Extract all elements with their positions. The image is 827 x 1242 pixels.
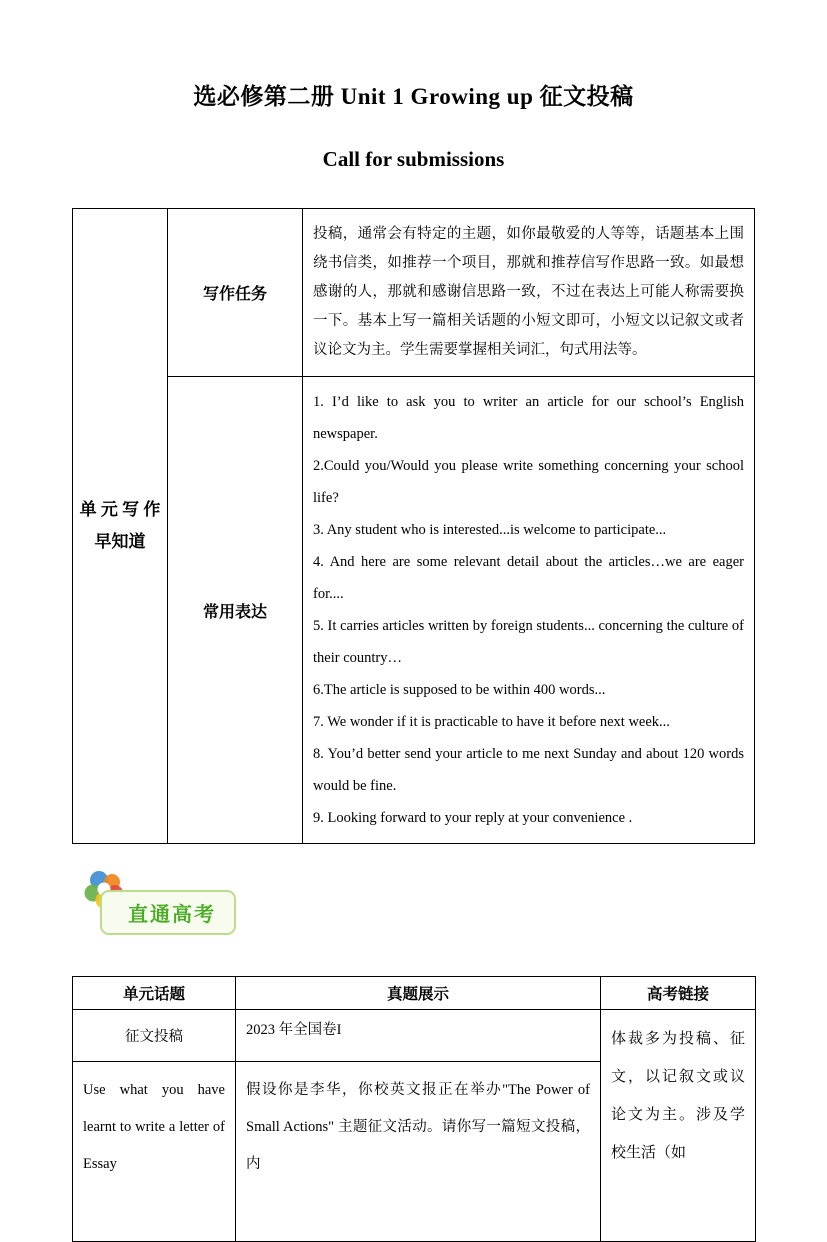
expression-item: 9. Looking forward to your reply at your convenience . [313,810,633,826]
unit-writing-table [72,208,755,844]
header-gaokao-link: 高考链接 [601,977,756,1010]
unit-side-label-line2: 早知道 [94,532,146,551]
expressions-label: 常用表达 [168,377,303,844]
exam-link-table [72,976,756,1242]
header-unit-topic: 单元话题 [73,977,236,1010]
expressions-content [303,377,755,844]
writing-task-label: 写作任务 [168,209,303,377]
expression-item: 2.Could you/Would you please write something concerning your school life? [313,458,744,506]
expression-item: 6.The article is supposed to be within 400 words... [313,682,606,698]
expression-item: 3. Any student who is interested...is welcome to participate... [313,522,667,538]
gaokao-link-cell: 体裁多为投稿、征文，以记叙文或议论文为主。涉及学校生活（如 [601,1010,756,1242]
table-row [73,1010,756,1062]
exam-cell: 2023 年全国卷I [236,1010,601,1062]
expression-item: 4. And here are some relevant detail about the articles…we are eager for.... [313,554,744,602]
unit-side-label [73,209,168,844]
topic-cell: 征文投稿 [73,1010,236,1062]
expression-item: 8. You’d better send your article to me next Sunday and about 120 words would be fine. [313,746,744,794]
expression-item: 7. We wonder if it is practicable to have it before next week... [313,714,670,730]
expression-item: 5. It carries articles written by foreign students... concerning the culture of their country… [313,618,744,666]
table-header-row [73,977,756,1010]
topic-cell: Use what you have learnt to write a letter of Essay [73,1062,236,1242]
prompt-cell: 假设你是李华，你校英文报正在举办"The Power of Small Actions" 主题征文活动。请你写一篇短文投稿，内 [236,1062,601,1242]
table-row [73,209,755,377]
document-subtitle: Call for submissions [322,147,505,171]
document-title: 选必修第二册 Unit 1 Growing up 征文投稿 [193,84,634,109]
gaokao-badge-row [72,872,755,936]
table-row [73,377,755,844]
expression-item: 1. I’d like to ask you to writer an article for our school’s English newspaper. [313,394,744,442]
unit-side-label-line1: 单 元 写 作 [79,500,161,519]
writing-task-content: 投稿，通常会有特定的主题，如你最敬爱的人等等，话题基本上围绕书信类，如推荐一个项目，那就和推荐信写作思路一致。如最想感谢的人，那就和感谢信思路一致，不过在表达上可能人称需要换一下。基本上写一篇相关话题的小短文即可，小短文以记叙文或者议论文为主。学生需要掌握相关词汇，句式用法等。 [303,209,755,377]
gaokao-badge: 直通高考 [100,890,236,935]
header-exam-display: 真题展示 [236,977,601,1010]
